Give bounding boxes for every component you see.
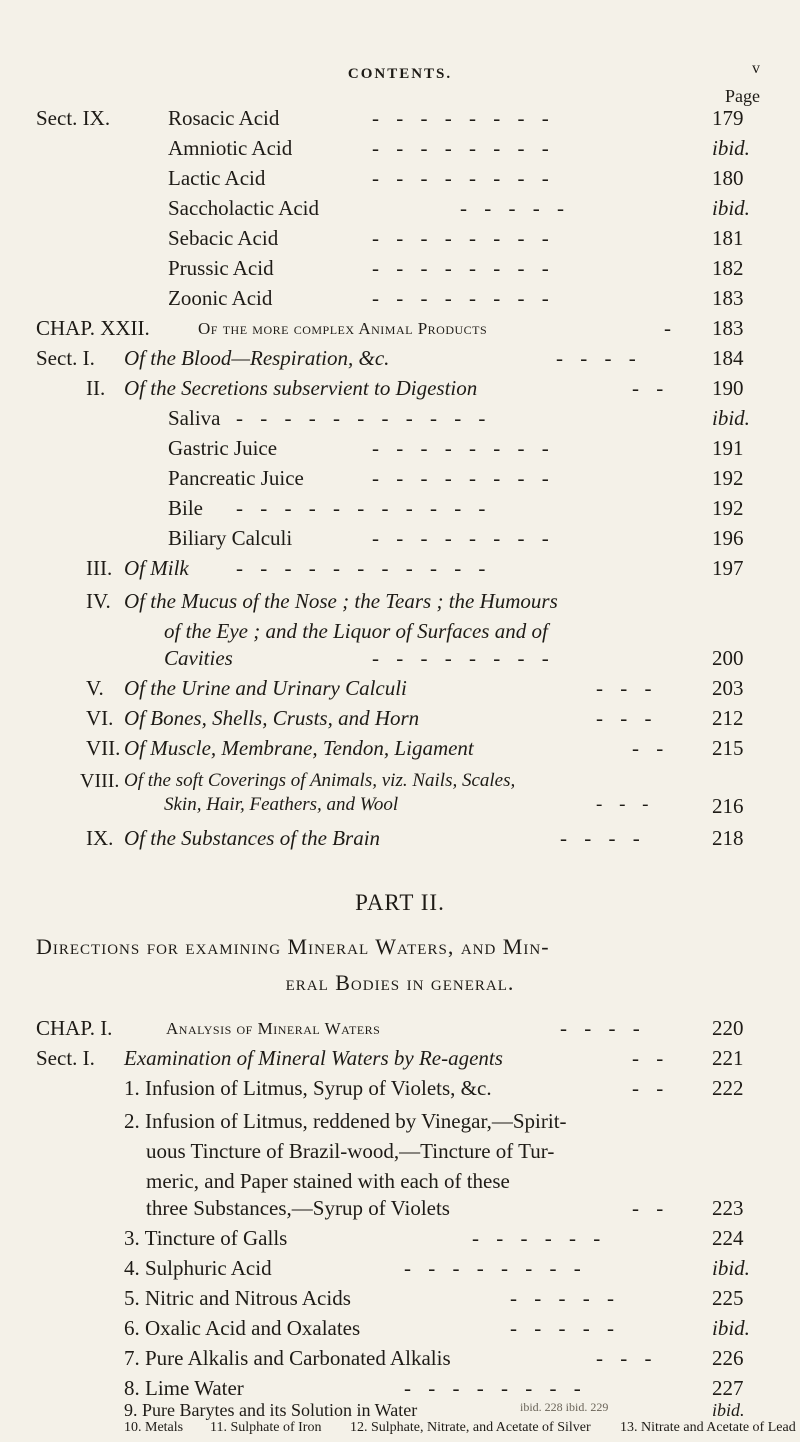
entry-page: 183 [712,286,744,310]
entry-page: ibid. [712,406,750,430]
entry-label: Of the Blood—Respiration, &c. [124,346,390,370]
entry-page: 222 [712,1076,744,1100]
entry-label: 9. Pure Barytes and its Solution in Water [124,1400,418,1420]
entry-label: Biliary Calculi [168,526,293,550]
leader-dots: - - - [596,794,655,815]
section-prefix: VIII. [80,770,120,792]
section-prefix: V. [86,676,104,700]
section-prefix: III. [86,556,113,580]
entry-page: 218 [712,826,744,850]
entry-label-line: meric, and Paper stained with each of these [146,1169,510,1193]
leader-dots: - - - - - - - - [372,466,555,490]
entry-label-line: three Substances,—Syrup of Violets [146,1196,450,1220]
entry-page: 224 [712,1226,744,1250]
tail-pages [520,1400,608,1415]
entry-label: Of Muscle, Membrane, Tendon, Ligament [124,736,474,760]
leader-dots: - - - - [556,346,642,370]
entry-label-line: uous Tincture of Brazil-wood,—Tincture of Tur- [146,1139,555,1163]
entry-page: ibid. [712,196,750,220]
section-prefix: II. [86,376,106,400]
entry-label: Of the Substances of the Brain [124,826,381,850]
entry-label: 5. Nitric and Nitrous Acids [124,1286,351,1310]
toc-entry [0,1400,800,1420]
directions-heading-line2: eral Bodies in general. [285,970,515,995]
entry-page: ibid. [565,1400,588,1414]
entry-label: 1. Infusion of Litmus, Syrup of Violets, &c. [124,1076,492,1100]
entry-label-line: Of the Mucus of the Nose ; the Tears ; the Humours [124,589,558,613]
entry-label: 11. Sulphate of Iron [210,1420,322,1435]
entry-label-line: Cavities [164,646,233,670]
chapter-title: Analysis of Mineral Waters [166,1019,381,1038]
entry-label: Prussic Acid [168,256,274,280]
entry-page: 180 [712,166,744,190]
section-prefix: IX. [86,826,114,850]
entry-page: 229 [590,1400,609,1414]
entry-page: 184 [712,346,744,370]
entry-label: Of the Urine and Urinary Calculi [124,676,407,700]
entry-label: Of the Secretions subservient to Digestion [124,376,478,400]
entry-label-line: 2. Infusion of Litmus, reddened by Vinegar,—Spirit- [124,1109,567,1133]
leader-dots: - - [632,1076,670,1100]
entry-page: 215 [712,736,744,760]
roman-page-number: v [752,60,760,77]
entry-page: 216 [712,794,744,818]
leader-dots: - - - - - - [472,1226,607,1250]
section-prefix: Sect. IX. [36,106,111,130]
page-column-label: Page [725,86,760,106]
leader-dots: - - - - - - - - [372,136,555,160]
entry-label: Gastric Juice [168,436,278,460]
leader-dots: - - - - - - - - [372,526,555,550]
entry-label: 12. Sulphate, Nitrate, and Acetate of Silver [350,1420,591,1435]
directions-heading-line1: Directions for examining Mineral Waters, and Min- [36,934,550,959]
entry-label: Pancreatic Juice [168,466,304,490]
entry-page: 190 [712,376,744,400]
leader-dots: - - - - - - - - [372,106,555,130]
leader-dots: - - - - - - - - [404,1256,587,1280]
entry-label: Lactic Acid [168,166,266,190]
toc-entry [0,1420,800,1440]
leader-dots: - - [632,736,670,760]
entry-page: 221 [712,1046,744,1070]
entry-label: Saccholactic Acid [168,196,320,220]
entry-label: 4. Sulphuric Acid [124,1256,272,1280]
section-prefix: Sect. I. [36,1046,95,1070]
entry-page: 225 [712,1286,744,1310]
entry-page: 227 [712,1376,744,1400]
section-prefix: IV. [86,589,111,613]
running-header: CONTENTS. [347,66,453,82]
entry-label: Saliva [168,406,221,430]
entry-page: 192 [712,496,744,520]
entry-label: Amniotic Acid [168,136,293,160]
leader-dots: - - - [596,1346,658,1370]
leader-dots: - - - [596,676,658,700]
entry-page: 179 [712,106,744,130]
entry-page: 212 [712,706,744,730]
chapter-prefix: CHAP. XXII. [36,316,150,340]
leader-dots: - - - - - - - - [372,256,555,280]
leader-dots: - - - - - - - - - - - [236,556,492,580]
entry-label: Of Bones, Shells, Crusts, and Horn [124,706,420,730]
section-prefix: VII. [86,736,121,760]
entry-label-line: Skin, Hair, Feathers, and Wool [164,794,399,815]
entry-page: 196 [712,526,744,550]
entry-page: 228 [544,1400,563,1414]
chapter-title: Of the more complex Animal Products [198,319,488,338]
section-prefix: Sect. I. [36,346,95,370]
entry-page: 192 [712,466,744,490]
leader-dots: - - - - - [460,196,570,220]
leader-dots: - - [632,376,670,400]
entry-page: 220 [712,1016,744,1040]
leader-dots: - - - [596,706,658,730]
entry-label: Of Milk [124,556,189,580]
leader-dots: - - - - [560,1016,646,1040]
entry-page: 182 [712,256,744,280]
entry-page: 197 [712,556,744,580]
chapter-prefix: CHAP. I. [36,1016,113,1040]
leader-dots: - - [632,1196,670,1220]
leader-dots: - - - - - - - - [404,1376,587,1400]
entry-label: 3. Tincture of Galls [124,1226,288,1250]
entry-label: Examination of Mineral Waters by Re-agents [124,1046,503,1070]
entry-page: 191 [712,436,744,460]
entry-label: 6. Oxalic Acid and Oxalates [124,1316,361,1340]
entry-page: 203 [712,676,744,700]
entry-page: ibid. [712,1256,750,1280]
leader-dots: - - - - [560,826,646,850]
leader-dots: - - - - - [510,1286,620,1310]
entry-label: 13. Nitrate and Acetate of Lead [620,1420,796,1435]
entry-page: 200 [712,646,744,670]
entry-label-line: of the Eye ; and the Liquor of Surfaces and of [164,619,548,643]
entry-page: 183 [712,316,744,340]
leader-dots: - - - - - - - - [372,166,555,190]
entry-label: Rosacic Acid [168,106,280,130]
entry-label: 10. Metals [124,1420,184,1435]
entry-page: 223 [712,1196,744,1220]
part-heading: PART II. [355,890,445,915]
entry-label: 7. Pure Alkalis and Carbonated Alkalis [124,1346,451,1370]
entry-label-line: Of the soft Coverings of Animals, viz. Nails, Scales, [124,770,516,791]
entry-label: 8. Lime Water [124,1376,244,1400]
entry-page: ibid. [712,1316,750,1340]
leader-dots: - - - - - - - - [372,646,555,670]
entry-label: Zoonic Acid [168,286,273,310]
entry-label: Sebacic Acid [168,226,279,250]
section-prefix: VI. [86,706,114,730]
entry-page: ibid. [712,136,750,160]
leader-dots: - - - - - - - - - - - [236,406,492,430]
leader-dots: - - [632,1046,670,1070]
entry-page: 181 [712,226,744,250]
leader-dots: - - - - - - - - [372,436,555,460]
entry-page: 226 [712,1346,744,1370]
entry-label: Bile [168,496,203,520]
leader-dots: - - - - - - - - [372,286,555,310]
leader-dots: - - - - - - - - - - - [236,496,492,520]
entry-page: ibid. [520,1400,542,1414]
leader-dots: - - - - - [510,1316,620,1340]
leader-dots: - [664,316,677,340]
leader-dots: - - - - - - - - [372,226,555,250]
entry-page: ibid. [712,1400,745,1420]
